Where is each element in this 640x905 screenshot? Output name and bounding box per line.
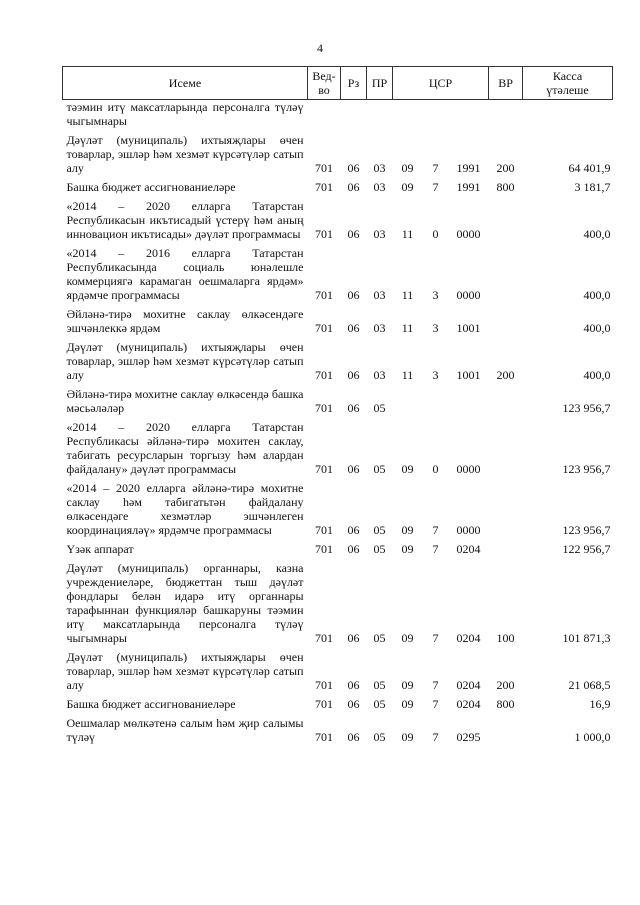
cell-rz: 06 [347, 321, 360, 335]
cell-csr1: 09 [401, 730, 414, 744]
cell-rz: 06 [347, 161, 360, 175]
cell-vr [489, 196, 523, 243]
cell-pr: 05 [373, 631, 386, 645]
header-ved [308, 67, 341, 100]
cell-csr2: 7 [432, 523, 439, 537]
cell-csr1: 09 [401, 161, 414, 175]
cell-csr1: 09 [401, 462, 414, 476]
cell-name: Үзәк аппарат [66, 542, 134, 556]
cell-vr [489, 243, 523, 304]
cell-csr2: 7 [432, 678, 439, 692]
cell-name: «2014 – 2020 елларга Татарстан Республикасын икътисадый үстерү һәм аның инновацион икътисады» дәүләт программасы [66, 199, 304, 241]
cell-csr1 [393, 100, 423, 131]
cell-ved: 701 [315, 368, 333, 382]
cell-csr2: 3 [432, 288, 439, 302]
header-kassa-line1: Касса [552, 69, 583, 83]
cell-ved: 701 [315, 542, 333, 556]
cell-csr2: 3 [432, 368, 439, 382]
cell-amount: 64 401,9 [568, 161, 611, 175]
cell-rz: 06 [347, 462, 360, 476]
cell-pr: 03 [373, 180, 386, 194]
cell-csr2: 7 [432, 631, 439, 645]
cell-vr: 200 [496, 368, 515, 382]
cell-amount: 1 000,0 [574, 730, 611, 744]
cell-pr: 05 [373, 730, 386, 744]
cell-amount: 21 068,5 [568, 678, 611, 692]
table-row [63, 694, 613, 713]
header-rz: Рз [341, 67, 367, 100]
cell-pr: 05 [373, 462, 386, 476]
cell-csr1: 09 [401, 542, 414, 556]
cell-rz: 06 [347, 542, 360, 556]
cell-name: Дәүләт (муниципаль) ихтыяҗлары өчен товарлар, эшләр һәм хезмәт күрсәтүләр сатып алу [66, 340, 304, 382]
cell-csr3: 0000 [456, 523, 481, 537]
cell-rz: 06 [347, 678, 360, 692]
cell-vr [489, 384, 523, 417]
table-row [63, 337, 613, 384]
cell-name: Дәүләт (муниципаль) ихтыяҗлары өчен товарлар, эшләр һәм хезмәт күрсәтүләр сатып алу [66, 133, 304, 175]
cell-ved: 701 [315, 288, 333, 302]
table-row [63, 243, 613, 304]
cell-csr2: 7 [432, 180, 439, 194]
cell-amount: 123 956,7 [562, 523, 611, 537]
cell-amount: 101 871,3 [562, 631, 611, 645]
cell-amount: 123 956,7 [562, 401, 611, 415]
cell-csr1: 09 [401, 523, 414, 537]
cell-vr [489, 713, 523, 746]
cell-ved: 701 [315, 523, 333, 537]
header-ved-line1: Вед- [312, 69, 336, 83]
table-body [63, 100, 613, 747]
cell-csr2: 7 [432, 730, 439, 744]
cell-name: Әйләнә-тирә мохитне саклау өлкәсендәге эшчәнлеккә ярдәм [66, 307, 304, 335]
header-ved-line2: во [318, 83, 330, 97]
cell-csr3: 0000 [456, 288, 481, 302]
cell-vr: 200 [496, 678, 515, 692]
cell-pr: 05 [373, 697, 386, 711]
cell-vr [489, 304, 523, 337]
cell-csr2: 0 [432, 227, 439, 241]
cell-name: тәэмин итү максатларында персоналга түләү чыгымнары [66, 100, 304, 128]
cell-ved: 701 [315, 730, 333, 744]
cell-csr3: 0204 [456, 697, 481, 711]
cell-pr: 05 [373, 401, 386, 415]
cell-csr1: 11 [401, 321, 414, 335]
cell-amount: 122 956,7 [562, 542, 611, 556]
cell-ved: 701 [315, 401, 333, 415]
cell-vr [489, 100, 523, 131]
cell-csr3: 1001 [456, 321, 481, 335]
cell-csr3: 1001 [456, 368, 481, 382]
cell-csr1: 11 [401, 227, 414, 241]
table-row [63, 539, 613, 558]
cell-csr3: 1991 [456, 161, 481, 175]
cell-csr1: 09 [401, 678, 414, 692]
cell-pr: 03 [373, 368, 386, 382]
cell-rz: 06 [347, 288, 360, 302]
cell-amount: 3 181,7 [574, 180, 611, 194]
page-number: 4 [317, 41, 323, 55]
cell-vr [489, 539, 523, 558]
cell-rz: 06 [347, 631, 360, 645]
cell-name: «2014 – 2020 елларга әйләнә-тирә мохитне саклау һәм табигатьтән файдалану өлкәсендәге хезмәтләр эшчәнлеген координацияләү» ярдәмче программасы [66, 481, 304, 537]
cell-vr: 800 [496, 180, 515, 194]
cell-pr: 03 [373, 321, 386, 335]
cell-pr: 05 [373, 678, 386, 692]
cell-ved: 701 [315, 227, 333, 241]
cell-pr: 05 [373, 523, 386, 537]
table-row [63, 647, 613, 694]
cell-csr2: 7 [432, 161, 439, 175]
cell-ved: 701 [315, 678, 333, 692]
cell-ved: 701 [315, 161, 333, 175]
cell-amount: 16,9 [589, 697, 611, 711]
cell-vr: 100 [496, 631, 515, 645]
cell-ved: 701 [315, 697, 333, 711]
table-row [63, 417, 613, 478]
cell-csr3: 0204 [456, 678, 481, 692]
cell-pr: 05 [373, 542, 386, 556]
header-vr: ВР [489, 67, 523, 100]
cell-rz: 06 [347, 401, 360, 415]
table-row [63, 196, 613, 243]
cell-rz: 06 [347, 697, 360, 711]
header-kassa-line2: үтәлеше [546, 83, 589, 97]
table-row [63, 713, 613, 746]
cell-rz: 06 [347, 523, 360, 537]
cell-rz: 06 [347, 730, 360, 744]
cell-amount [523, 100, 613, 131]
cell-name: Оешмалар мөлкәтенә салым һәм җир салымы түләү [66, 716, 304, 744]
table-header-row [63, 67, 613, 100]
table-row [63, 100, 613, 131]
cell-csr2: 7 [432, 697, 439, 711]
cell-amount: 400,0 [583, 288, 611, 302]
cell-csr2: 7 [432, 542, 439, 556]
cell-rz: 06 [347, 227, 360, 241]
cell-name: «2014 – 2020 елларга Татарстан Республикасы әйләнә-тирә мохитен саклау, табигать ресурсларын торгызу һәм алардан файдалану» дәүләт программасы [66, 420, 304, 476]
cell-csr3: 0000 [456, 227, 481, 241]
cell-csr1: 09 [401, 697, 414, 711]
cell-csr3: 1991 [456, 180, 481, 194]
table-row [63, 384, 613, 417]
cell-csr1: 09 [401, 631, 414, 645]
cell-name: Дәүләт (муниципаль) органнары, казна учреждениеләре, бюджеттан тыш дәүләт фондлары белән идарә итү органнары тарафыннан функцияләр башкаруны тәэмин итү максатларында персоналга түләү чыгымнары [66, 561, 304, 645]
cell-csr3: 0204 [456, 542, 481, 556]
cell-pr: 03 [373, 288, 386, 302]
cell-csr3 [449, 384, 489, 417]
table-row [63, 304, 613, 337]
cell-csr2: 0 [432, 462, 439, 476]
cell-vr [489, 417, 523, 478]
cell-csr1: 11 [401, 288, 414, 302]
cell-csr2: 3 [432, 321, 439, 335]
cell-ved: 701 [315, 180, 333, 194]
cell-ved: 701 [315, 462, 333, 476]
cell-csr2 [423, 384, 449, 417]
table-row [63, 558, 613, 647]
cell-csr3 [449, 100, 489, 131]
cell-name: Дәүләт (муниципаль) ихтыяҗлары өчен товарлар, эшләр һәм хезмәт күрсәтүләр сатып алу [66, 650, 304, 692]
cell-csr1: 09 [401, 180, 414, 194]
cell-csr2 [423, 100, 449, 131]
cell-csr3: 0204 [456, 631, 481, 645]
cell-csr1 [393, 384, 423, 417]
cell-amount: 123 956,7 [562, 462, 611, 476]
cell-name: Әйләнә-тирә мохитне саклау өлкәсендә башка мәсьәләләр [66, 387, 304, 415]
cell-csr1: 11 [401, 368, 414, 382]
cell-name: Башка бюджет ассигнованиеләре [66, 180, 236, 194]
header-pr: ПР [367, 67, 393, 100]
cell-name: Башка бюджет ассигнованиеләре [66, 697, 236, 711]
cell-rz: 06 [347, 180, 360, 194]
header-name: Исеме [63, 67, 308, 100]
cell-vr: 200 [496, 161, 515, 175]
cell-ved: 701 [315, 321, 333, 335]
cell-rz [341, 100, 367, 131]
cell-ved [308, 100, 341, 131]
cell-amount: 400,0 [583, 368, 611, 382]
cell-amount: 400,0 [583, 321, 611, 335]
cell-rz: 06 [347, 368, 360, 382]
header-csr: ЦСР [393, 67, 489, 100]
budget-table [62, 66, 613, 746]
table-row [63, 478, 613, 539]
cell-amount: 400,0 [583, 227, 611, 241]
header-kassa [523, 67, 613, 100]
table-row [63, 130, 613, 177]
cell-pr: 03 [373, 161, 386, 175]
cell-ved: 701 [315, 631, 333, 645]
cell-pr: 03 [373, 227, 386, 241]
cell-vr [489, 478, 523, 539]
cell-csr3: 0000 [456, 462, 481, 476]
cell-csr3: 0295 [456, 730, 481, 744]
cell-name: «2014 – 2016 елларга Татарстан Республикасында социаль юнәлешле коммерциягә карамаган оешмаларга ярдәм» ярдәмче программасы [66, 246, 304, 302]
cell-vr: 800 [496, 697, 515, 711]
cell-pr [367, 100, 393, 131]
table-row [63, 177, 613, 196]
